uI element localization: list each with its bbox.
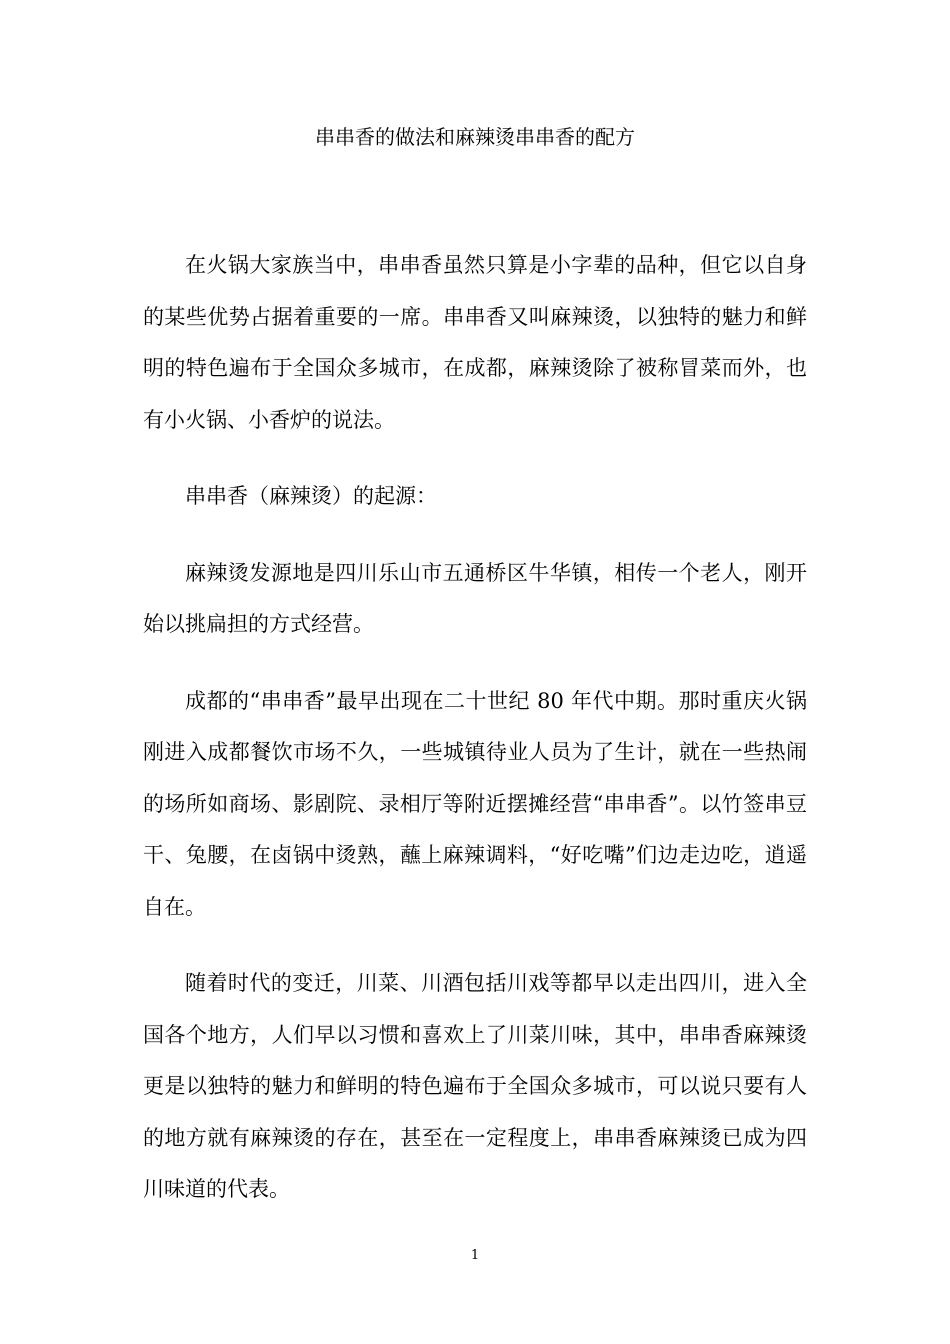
paragraph-origin-place: 麻辣烫发源地是四川乐山市五通桥区牛华镇，相传一个老人，刚开始以挑扁担的方式经营。 <box>143 560 807 636</box>
page-number: 1 <box>470 1248 480 1263</box>
paragraph-origin-heading: 串串香（麻辣烫）的起源： <box>185 484 437 508</box>
paragraph-intro: 在火锅大家族当中，串串香虽然只算是小字辈的品种，但它以自身的某些优势占据着重要的一席。串串香又叫麻辣烫，以独特的魅力和鲜明的特色遍布于全国众多城市，在成都，麻辣烫除了被称冒菜而外，也有小火锅、小香炉的说法。 <box>143 253 807 432</box>
paragraph-chengdu-history: 成都的“串串香”最早出现在二十世纪 80 年代中期。那时重庆火锅刚进入成都餐饮市场不久，一些城镇待业人员为了生计，就在一些热闹的场所如商场、影剧院、录相厅等附近摆摊经营“串串香”。以竹签串豆干、兔腰，在卤锅中烫熟，蘸上麻辣调料，“好吃嘴”们边走边吃，逍遥自在。 <box>143 688 807 919</box>
document-body <box>143 240 807 1241</box>
paragraph-spread: 随着时代的变迁，川菜、川酒包括川戏等都早以走出四川，进入全国各个地方，人们早以习惯和喜欢上了川菜川味，其中，串串香麻辣烫更是以独特的魅力和鲜明的特色遍布于全国众多城市，可以说只要有人的地方就有麻辣烫的存在，甚至在一定程度上，串串香麻辣烫已成为四川味道的代表。 <box>143 971 807 1201</box>
document-title: 串串香的做法和麻辣烫串串香的配方 <box>315 125 635 149</box>
